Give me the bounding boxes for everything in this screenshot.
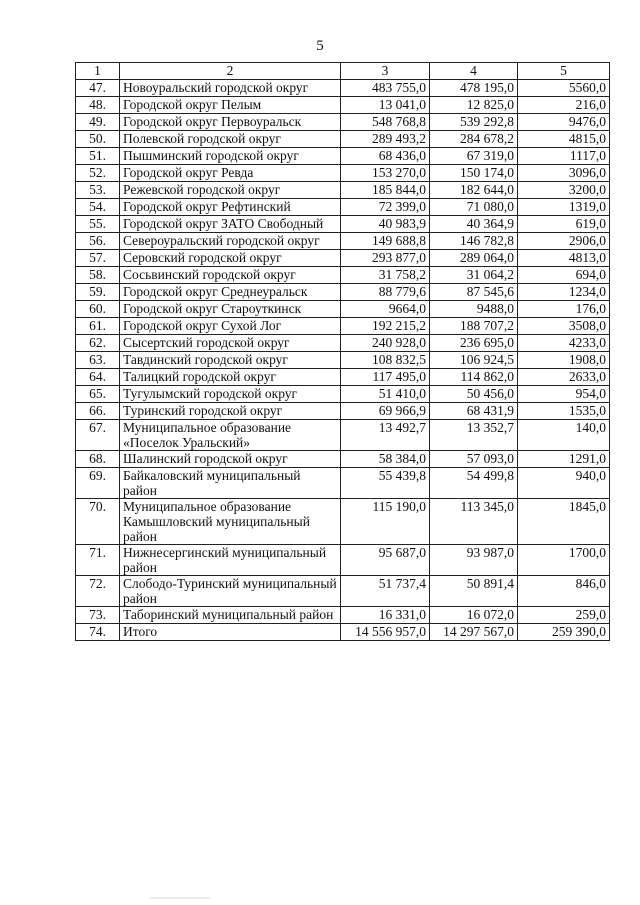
table-row: [76, 386, 610, 403]
table-row: [76, 420, 610, 451]
row-number: 50.: [76, 131, 120, 148]
row-value-col5: 4815,0: [518, 131, 610, 148]
row-municipality-name: Итого: [120, 624, 341, 641]
row-value-col5: 259,0: [518, 607, 610, 624]
row-value-col5: 940,0: [518, 468, 610, 499]
row-municipality-name: Таборинский муниципальный район: [120, 607, 341, 624]
row-value-col4: 539 292,8: [430, 114, 518, 131]
row-value-col4: 114 862,0: [430, 369, 518, 386]
row-number: 65.: [76, 386, 120, 403]
row-value-col4: 71 080,0: [430, 199, 518, 216]
row-value-col5: 1319,0: [518, 199, 610, 216]
row-number: 54.: [76, 199, 120, 216]
row-number: 67.: [76, 420, 120, 451]
column-header-5: 5: [518, 63, 610, 80]
row-municipality-name: Североуральский городской округ: [120, 233, 341, 250]
row-number: 70.: [76, 499, 120, 545]
column-header-1: 1: [76, 63, 120, 80]
row-value-col5: 619,0: [518, 216, 610, 233]
row-number: 72.: [76, 576, 120, 607]
row-municipality-name: Байкаловский муниципальный район: [120, 468, 341, 499]
row-number: 74.: [76, 624, 120, 641]
row-number: 61.: [76, 318, 120, 335]
row-municipality-name: Слободо-Туринский муниципальный район: [120, 576, 341, 607]
row-number: 63.: [76, 352, 120, 369]
row-value-col5: 4233,0: [518, 335, 610, 352]
row-value-col5: 259 390,0: [518, 624, 610, 641]
row-municipality-name: Новоуральский городской округ: [120, 80, 341, 97]
row-value-col4: 106 924,5: [430, 352, 518, 369]
row-value-col3: 14 556 957,0: [341, 624, 430, 641]
row-value-col3: 293 877,0: [341, 250, 430, 267]
row-value-col4: 93 987,0: [430, 545, 518, 576]
row-number: 62.: [76, 335, 120, 352]
table-row: [76, 468, 610, 499]
row-value-col5: 1908,0: [518, 352, 610, 369]
budget-table: [75, 62, 610, 641]
table-row: [76, 403, 610, 420]
row-value-col3: 108 832,5: [341, 352, 430, 369]
row-number: 59.: [76, 284, 120, 301]
table-row: [76, 233, 610, 250]
row-value-col3: 149 688,8: [341, 233, 430, 250]
row-value-col4: 16 072,0: [430, 607, 518, 624]
row-value-col4: 284 678,2: [430, 131, 518, 148]
row-value-col3: 185 844,0: [341, 182, 430, 199]
table-row: [76, 301, 610, 318]
scan-artifact: [150, 897, 210, 899]
table-row: [76, 148, 610, 165]
row-value-col3: 95 687,0: [341, 545, 430, 576]
row-municipality-name: Пышминский городской округ: [120, 148, 341, 165]
table-row: [76, 97, 610, 114]
row-value-col4: 50 891,4: [430, 576, 518, 607]
row-municipality-name: Городской округ Пелым: [120, 97, 341, 114]
row-municipality-name: Режевской городской округ: [120, 182, 341, 199]
row-number: 48.: [76, 97, 120, 114]
row-municipality-name: Городской округ Ревда: [120, 165, 341, 182]
row-value-col3: 289 493,2: [341, 131, 430, 148]
row-value-col3: 69 966,9: [341, 403, 430, 420]
row-value-col5: 954,0: [518, 386, 610, 403]
row-value-col5: 1234,0: [518, 284, 610, 301]
table-row: [76, 250, 610, 267]
row-number: 60.: [76, 301, 120, 318]
row-value-col5: 2906,0: [518, 233, 610, 250]
row-value-col3: 13 492,7: [341, 420, 430, 451]
table-row: [76, 369, 610, 386]
table-row: [76, 284, 610, 301]
table-row: [76, 576, 610, 607]
row-municipality-name: Городской округ ЗАТО Свободный: [120, 216, 341, 233]
table-header-row: [76, 63, 610, 80]
table-row: [76, 216, 610, 233]
row-value-col3: 548 768,8: [341, 114, 430, 131]
row-value-col4: 87 545,6: [430, 284, 518, 301]
row-value-col5: 2633,0: [518, 369, 610, 386]
row-number: 73.: [76, 607, 120, 624]
row-value-col4: 68 431,9: [430, 403, 518, 420]
row-value-col5: 1117,0: [518, 148, 610, 165]
row-municipality-name: Нижнесергинский муниципальный район: [120, 545, 341, 576]
row-value-col3: 51 410,0: [341, 386, 430, 403]
row-value-col4: 9488,0: [430, 301, 518, 318]
row-number: 71.: [76, 545, 120, 576]
row-municipality-name: Городской округ Сухой Лог: [120, 318, 341, 335]
row-value-col4: 478 195,0: [430, 80, 518, 97]
row-value-col3: 9664,0: [341, 301, 430, 318]
row-number: 69.: [76, 468, 120, 499]
row-municipality-name: Шалинский городской округ: [120, 451, 341, 468]
row-municipality-name: Муниципальное образование «Поселок Уральский»: [120, 420, 341, 451]
row-value-col4: 289 064,0: [430, 250, 518, 267]
row-municipality-name: Сосьвинский городской округ: [120, 267, 341, 284]
row-value-col4: 40 364,9: [430, 216, 518, 233]
table-row: [76, 199, 610, 216]
row-municipality-name: Городской округ Первоуральск: [120, 114, 341, 131]
row-value-col5: 216,0: [518, 97, 610, 114]
row-number: 49.: [76, 114, 120, 131]
row-value-col4: 236 695,0: [430, 335, 518, 352]
row-number: 53.: [76, 182, 120, 199]
row-number: 64.: [76, 369, 120, 386]
row-municipality-name: Городской округ Староуткинск: [120, 301, 341, 318]
row-value-col3: 117 495,0: [341, 369, 430, 386]
row-value-col5: 9476,0: [518, 114, 610, 131]
row-value-col4: 113 345,0: [430, 499, 518, 545]
row-value-col3: 153 270,0: [341, 165, 430, 182]
row-number: 68.: [76, 451, 120, 468]
row-number: 55.: [76, 216, 120, 233]
table-row: [76, 182, 610, 199]
row-municipality-name: Сысертский городской округ: [120, 335, 341, 352]
table-row: [76, 624, 610, 641]
row-value-col3: 13 041,0: [341, 97, 430, 114]
table-row: [76, 352, 610, 369]
row-value-col5: 140,0: [518, 420, 610, 451]
row-value-col3: 31 758,2: [341, 267, 430, 284]
row-value-col3: 483 755,0: [341, 80, 430, 97]
row-value-col3: 240 928,0: [341, 335, 430, 352]
row-value-col3: 58 384,0: [341, 451, 430, 468]
row-municipality-name: Городской округ Среднеуральск: [120, 284, 341, 301]
table-body: [76, 80, 610, 641]
row-number: 58.: [76, 267, 120, 284]
column-header-2: 2: [120, 63, 341, 80]
row-number: 47.: [76, 80, 120, 97]
row-value-col4: 12 825,0: [430, 97, 518, 114]
row-value-col4: 182 644,0: [430, 182, 518, 199]
row-number: 51.: [76, 148, 120, 165]
row-value-col4: 146 782,8: [430, 233, 518, 250]
row-value-col5: 694,0: [518, 267, 610, 284]
row-value-col4: 14 297 567,0: [430, 624, 518, 641]
row-value-col3: 68 436,0: [341, 148, 430, 165]
table-row: [76, 607, 610, 624]
row-municipality-name: Городской округ Рефтинский: [120, 199, 341, 216]
row-value-col3: 88 779,6: [341, 284, 430, 301]
table-row: [76, 335, 610, 352]
row-value-col4: 50 456,0: [430, 386, 518, 403]
row-value-col3: 192 215,2: [341, 318, 430, 335]
column-header-3: 3: [341, 63, 430, 80]
row-value-col4: 54 499,8: [430, 468, 518, 499]
page-number: 5: [316, 38, 324, 54]
table-row: [76, 165, 610, 182]
row-number: 56.: [76, 233, 120, 250]
row-municipality-name: Муниципальное образование Камышловский муниципальный район: [120, 499, 341, 545]
row-number: 57.: [76, 250, 120, 267]
row-value-col3: 72 399,0: [341, 199, 430, 216]
row-municipality-name: Тавдинский городской округ: [120, 352, 341, 369]
row-value-col4: 57 093,0: [430, 451, 518, 468]
row-value-col5: 1535,0: [518, 403, 610, 420]
row-value-col4: 150 174,0: [430, 165, 518, 182]
row-value-col5: 3096,0: [518, 165, 610, 182]
table-row: [76, 545, 610, 576]
row-value-col4: 67 319,0: [430, 148, 518, 165]
table-row: [76, 451, 610, 468]
table-row: [76, 318, 610, 335]
row-value-col5: 5560,0: [518, 80, 610, 97]
table-row: [76, 114, 610, 131]
row-value-col5: 4813,0: [518, 250, 610, 267]
row-municipality-name: Тугулымский городской округ: [120, 386, 341, 403]
row-value-col5: 3508,0: [518, 318, 610, 335]
table-row: [76, 267, 610, 284]
column-header-4: 4: [430, 63, 518, 80]
row-value-col3: 40 983,9: [341, 216, 430, 233]
row-value-col5: 1845,0: [518, 499, 610, 545]
row-number: 66.: [76, 403, 120, 420]
table-row: [76, 80, 610, 97]
row-value-col5: 3200,0: [518, 182, 610, 199]
row-value-col3: 16 331,0: [341, 607, 430, 624]
table-row: [76, 131, 610, 148]
row-value-col3: 115 190,0: [341, 499, 430, 545]
row-value-col5: 1700,0: [518, 545, 610, 576]
row-municipality-name: Талицкий городской округ: [120, 369, 341, 386]
row-municipality-name: Серовский городской округ: [120, 250, 341, 267]
row-value-col4: 13 352,7: [430, 420, 518, 451]
row-value-col3: 51 737,4: [341, 576, 430, 607]
table-row: [76, 499, 610, 545]
row-number: 52.: [76, 165, 120, 182]
row-municipality-name: Туринский городской округ: [120, 403, 341, 420]
row-value-col5: 176,0: [518, 301, 610, 318]
row-value-col3: 55 439,8: [341, 468, 430, 499]
row-municipality-name: Полевской городской округ: [120, 131, 341, 148]
row-value-col4: 31 064,2: [430, 267, 518, 284]
row-value-col5: 846,0: [518, 576, 610, 607]
row-value-col4: 188 707,2: [430, 318, 518, 335]
row-value-col5: 1291,0: [518, 451, 610, 468]
